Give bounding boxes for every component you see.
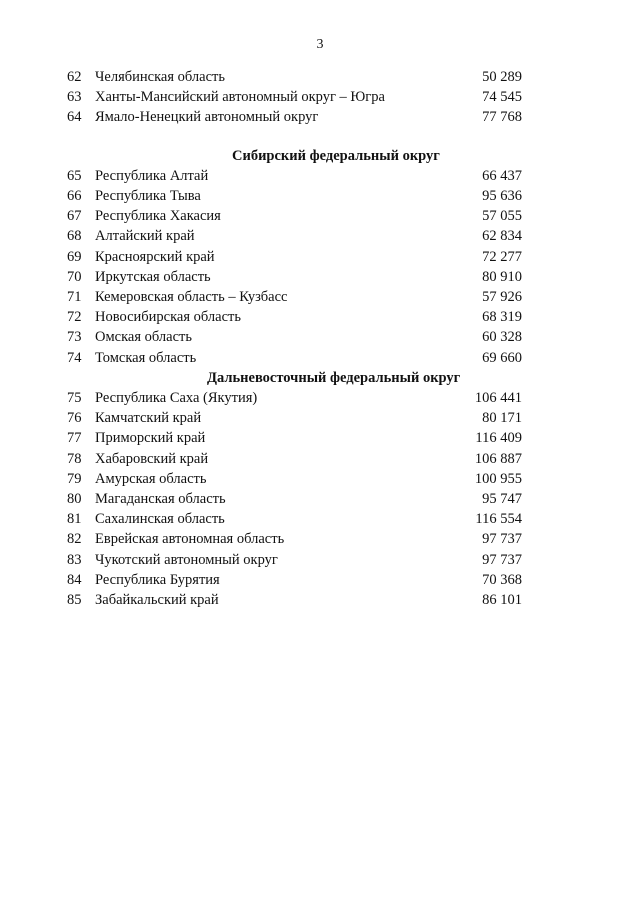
region-value: 69 660 (482, 349, 522, 366)
region-value: 97 737 (482, 531, 522, 548)
page-number: 3 (316, 37, 324, 52)
row-number: 79 (67, 470, 82, 487)
row-number: 75 (67, 390, 82, 406)
region-value: 70 368 (482, 571, 522, 588)
region-name: Республика Бурятия (95, 571, 220, 588)
region-value: 77 768 (482, 109, 522, 126)
region-value: 86 101 (482, 592, 522, 608)
row-number: 66 (67, 188, 82, 204)
region-value: 66 437 (482, 167, 522, 184)
region-name: Ямало-Ненецкий автономный округ (95, 109, 319, 126)
row-number: 67 (67, 208, 82, 225)
section-heading: Сибирский федеральный округ (232, 147, 440, 164)
region-value: 116 554 (475, 511, 522, 528)
row-number: 84 (67, 571, 82, 588)
table-row (0, 570, 640, 590)
table-row (0, 550, 640, 570)
region-name: Кемеровская область – Кузбасс (95, 289, 288, 305)
region-value: 80 171 (482, 410, 522, 427)
region-value: 68 319 (482, 309, 522, 326)
region-value: 50 289 (482, 69, 522, 85)
table-row (0, 348, 640, 368)
row-number: 76 (67, 410, 82, 427)
region-name: Сахалинская область (95, 511, 225, 528)
table-row (0, 67, 640, 87)
region-name: Приморский край (95, 430, 206, 447)
region-name: Хабаровский край (95, 450, 209, 467)
region-value: 74 545 (482, 89, 522, 106)
table-row (0, 327, 640, 347)
table-row (0, 509, 640, 529)
row-number: 78 (67, 450, 82, 467)
region-value: 72 277 (482, 248, 522, 265)
row-number: 82 (67, 531, 82, 548)
region-name: Омская область (95, 329, 192, 346)
table-row (0, 428, 640, 448)
table-row (0, 449, 640, 469)
row-number: 85 (67, 592, 82, 608)
region-value: 97 737 (482, 551, 522, 568)
region-name: Иркутская область (95, 268, 211, 285)
row-number: 65 (67, 167, 82, 184)
row-number: 72 (67, 309, 82, 326)
region-value: 60 328 (482, 329, 522, 346)
table-row (0, 529, 640, 549)
table-row (0, 307, 640, 327)
table-row (0, 226, 640, 246)
row-number: 62 (67, 69, 82, 85)
row-number: 71 (67, 289, 82, 305)
table-row (0, 469, 640, 489)
row-number: 63 (67, 89, 82, 106)
table-row (0, 186, 640, 206)
region-value: 95 747 (482, 491, 522, 507)
region-name: Челябинская область (95, 69, 225, 85)
row-number: 77 (67, 430, 82, 447)
region-value: 100 955 (474, 470, 522, 487)
region-value: 106 441 (474, 390, 522, 406)
row-number: 74 (67, 349, 82, 366)
region-name: Республика Саха (Якутия) (95, 390, 258, 406)
row-number: 81 (67, 511, 82, 528)
table-row (0, 287, 640, 307)
region-name: Республика Тыва (95, 188, 201, 204)
row-number: 69 (67, 248, 82, 265)
region-value: 57 055 (482, 208, 522, 225)
region-value: 57 926 (482, 289, 522, 305)
region-name: Республика Хакасия (95, 208, 221, 225)
region-name: Еврейская автономная область (95, 531, 285, 548)
region-name: Алтайский край (95, 228, 195, 245)
row-number: 70 (67, 268, 82, 285)
region-name: Ханты-Мансийский автономный округ – Югра (95, 89, 385, 106)
table-row (0, 590, 640, 610)
row-number: 80 (67, 491, 82, 507)
row-number: 83 (67, 551, 82, 568)
region-value: 62 834 (482, 228, 522, 245)
table-row (0, 166, 640, 186)
region-name: Томская область (95, 349, 197, 366)
region-value: 80 910 (482, 268, 522, 285)
region-name: Республика Алтай (95, 167, 209, 184)
region-value: 116 409 (475, 430, 522, 447)
table-row (0, 388, 640, 408)
section-heading: Дальневосточный федеральный округ (207, 369, 461, 386)
row-number: 73 (67, 329, 82, 346)
region-name: Амурская область (95, 470, 207, 487)
region-name: Новосибирская область (95, 309, 241, 326)
table-row (0, 206, 640, 226)
region-name: Магаданская область (95, 491, 226, 507)
table-row (0, 408, 640, 428)
table-row (0, 489, 640, 509)
row-number: 64 (67, 109, 82, 126)
table-row (0, 107, 640, 127)
row-number: 68 (67, 228, 82, 245)
region-name: Забайкальский край (95, 592, 219, 608)
region-value: 95 636 (482, 188, 522, 204)
table-row (0, 87, 640, 107)
region-name: Чукотский автономный округ (95, 551, 278, 568)
table-row (0, 267, 640, 287)
region-value: 106 887 (474, 450, 522, 467)
region-name: Камчатский край (95, 410, 202, 427)
table-row (0, 247, 640, 267)
region-name: Красноярский край (95, 248, 215, 265)
